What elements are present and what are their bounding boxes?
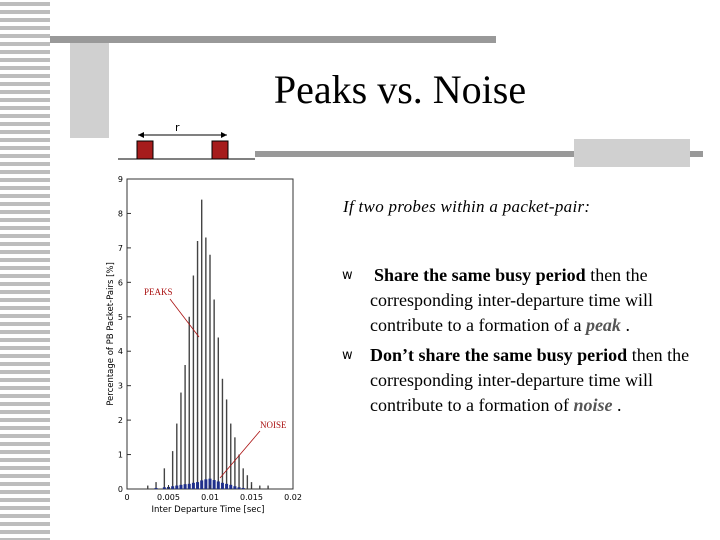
stripe	[0, 386, 50, 390]
y-axis-label: Percentage of PB Packet-Pairs [%]	[106, 262, 116, 406]
stripe	[0, 410, 50, 414]
stripe	[0, 210, 50, 214]
stripe	[0, 58, 50, 62]
stripe	[0, 274, 50, 278]
y-tick-label: 9	[117, 175, 123, 184]
bullet-diamond-icon: w	[342, 348, 353, 363]
stripe	[0, 202, 50, 206]
bullet-heading: Don’t share the same busy period	[370, 345, 628, 365]
y-tick-label: 1	[117, 450, 123, 460]
stripe	[0, 306, 50, 310]
stripe	[0, 418, 50, 422]
stripe	[0, 250, 50, 254]
y-tick-label: 4	[117, 347, 123, 357]
stripe	[0, 530, 50, 534]
y-tick-label: 8	[117, 209, 123, 219]
stripe	[0, 362, 50, 366]
stripe	[0, 2, 50, 6]
title-top-rule	[50, 36, 496, 43]
bullet-text: then the corresponding inter-departure time will contribute to a formation of	[370, 345, 690, 415]
stripe	[0, 298, 50, 302]
noise-term: noise	[573, 395, 613, 415]
bullet-diamond-icon: w	[342, 268, 353, 283]
stripe	[0, 490, 50, 494]
y-tick-label: 2	[117, 416, 123, 426]
stripe	[0, 282, 50, 286]
bullet-list	[342, 263, 702, 423]
stripe	[0, 18, 50, 22]
interval-label: r	[175, 121, 180, 134]
stripe	[0, 26, 50, 30]
y-tick-label: 7	[117, 243, 123, 253]
x-axis-label: Inter Departure Time [sec]	[151, 505, 265, 515]
stripe	[0, 50, 50, 54]
stripe	[0, 42, 50, 46]
stripe	[0, 170, 50, 174]
bullet-end: .	[625, 315, 630, 335]
stripe	[0, 394, 50, 398]
y-tick-label: 5	[117, 312, 123, 322]
stripe	[0, 194, 50, 198]
stripe	[0, 378, 50, 382]
stripe	[0, 466, 50, 470]
stripe	[0, 522, 50, 526]
stripe	[0, 314, 50, 318]
stripe	[0, 474, 50, 478]
stripe	[0, 218, 50, 222]
bullet-heading: Share the same busy period	[374, 265, 586, 285]
title-box-right-block	[574, 139, 690, 167]
packet-pair-diagram	[118, 121, 255, 159]
stripe	[0, 114, 50, 118]
stripe	[0, 130, 50, 134]
stripe	[0, 498, 50, 502]
stripe	[0, 226, 50, 230]
stripe	[0, 10, 50, 14]
x-tick-label: 0	[124, 493, 130, 502]
bullet-end: .	[616, 395, 622, 415]
stripe	[0, 290, 50, 294]
bullet-text: then the corresponding inter-departure time will contribute to a formation of a	[370, 265, 654, 335]
stripe	[0, 234, 50, 238]
bullet-item-separate-busy-period	[342, 343, 702, 418]
x-tick-label: 0.005	[157, 493, 180, 502]
stripe	[0, 138, 50, 142]
y-tick-label: 3	[117, 381, 123, 391]
stripe	[0, 338, 50, 342]
stripe	[0, 34, 50, 38]
stripe	[0, 514, 50, 518]
packet-2	[212, 141, 228, 159]
stripe	[0, 354, 50, 358]
peak-term: peak	[585, 315, 621, 335]
stripe	[0, 178, 50, 182]
stripe	[0, 242, 50, 246]
arrow-right-icon	[221, 132, 227, 138]
stripe	[0, 370, 50, 374]
stripe	[0, 154, 50, 158]
stripe	[0, 346, 50, 350]
slide-title: Peaks vs. Noise	[273, 67, 527, 112]
x-tick-label: 0.01	[201, 493, 219, 502]
bullet-item-shared-busy-period	[342, 263, 702, 338]
stripe	[0, 258, 50, 262]
stripe	[0, 186, 50, 190]
stripe	[0, 506, 50, 510]
x-tick-label: 0.02	[284, 493, 302, 502]
stripe	[0, 322, 50, 326]
stripe	[0, 146, 50, 150]
stripe	[0, 426, 50, 430]
y-tick-label: 0	[117, 485, 123, 494]
slide-subtitle: If two probes within a packet-pair:	[343, 197, 591, 216]
stripe	[0, 162, 50, 166]
stripe	[0, 122, 50, 126]
stripe	[0, 330, 50, 334]
x-tick-label: 0.015	[240, 493, 263, 502]
packet-1	[137, 141, 153, 159]
stripe	[0, 450, 50, 454]
stripe	[0, 482, 50, 486]
stripe	[0, 402, 50, 406]
noise-annotation: NOISE	[260, 420, 287, 430]
stripe	[0, 434, 50, 438]
stripe	[0, 458, 50, 462]
y-tick-label: 6	[117, 278, 123, 288]
stripe	[0, 442, 50, 446]
peaks-annotation: PEAKS	[144, 287, 173, 297]
arrow-left-icon	[138, 132, 144, 138]
stripe	[0, 266, 50, 270]
inter-departure-histogram	[100, 118, 315, 523]
